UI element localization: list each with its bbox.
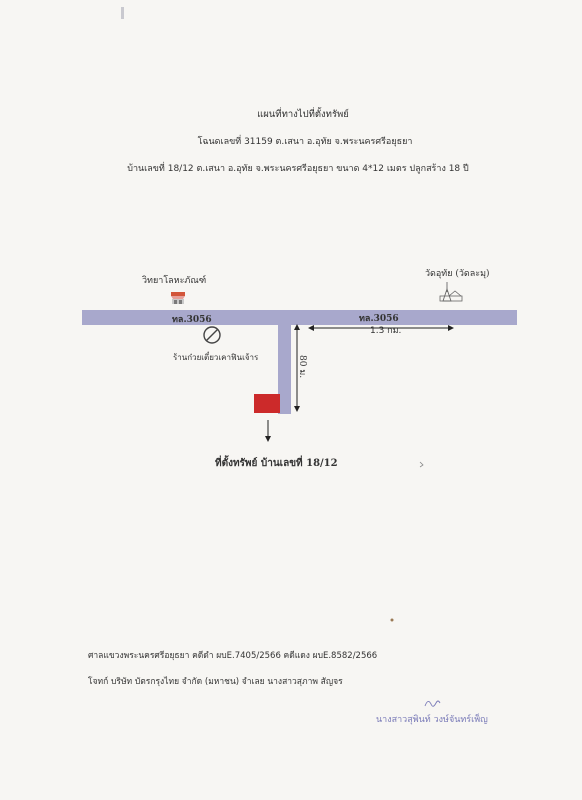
distance-lane-label: 80 ม. (297, 355, 307, 379)
distance-road-label: 1.3 กม. (370, 326, 402, 336)
house-line: บ้านเลขที่ 18/12 ต.เสนา อ.อุทัย จ.พระนครศรีอยุธยา ขนาด 4*12 เมตร ปลูกสร้าง 18 ปี (127, 164, 469, 174)
court-line: ศาลแขวงพระนครศรีอยุธยา คดีดำ ผบE.7405/2566 คดีแดง ผบE.8582/2566 (88, 651, 378, 661)
destination-label: ที่ตั้งทรัพย์ บ้านเลขที่ 18/12 (215, 458, 338, 469)
road-label-left: ทล.3056 (172, 315, 212, 325)
map-title: แผนที่ทางไปที่ตั้งทรัพย์ (257, 109, 349, 120)
parties-line: โจทก์ บริษัท บัตรกรุงไทย จำกัด (มหาชน) จำเลย นางสาวสุภาพ สัญจร (88, 677, 343, 687)
landmark-temple-label: วัดอุทัย (วัดละมุ) (425, 269, 490, 279)
deed-line: โฉนดเลขที่ 31159 ต.เสนา อ.อุทัย จ.พระนครศรีอยุธยา (197, 137, 413, 147)
landmark-school-label: วิทยาโลหะภัณฑ์ (142, 276, 207, 286)
noodle-shop-label: ร้านก๋วยเตี๋ยวเคาฟินเจ้าร (173, 353, 259, 362)
signature-name: นางสาวสุพินท์ วงษ์จันทร์เพ็ญ (376, 715, 488, 725)
road-label-right: ทล.3056 (359, 314, 399, 324)
